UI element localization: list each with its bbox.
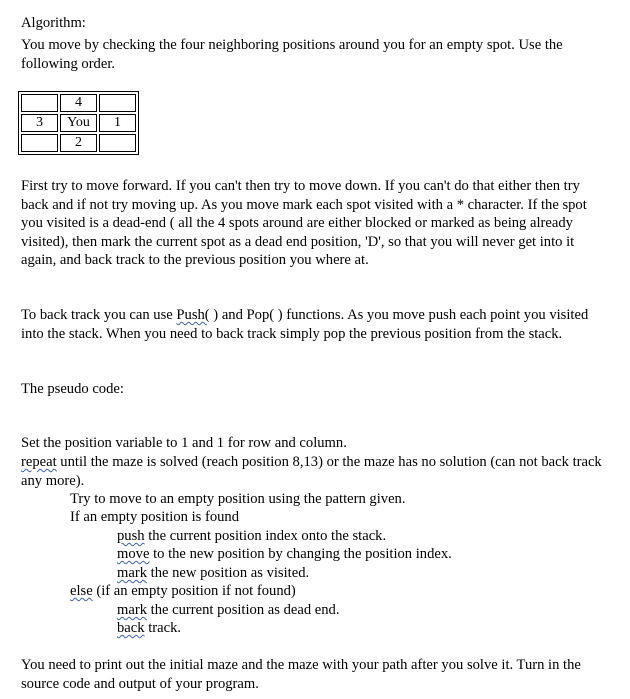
grid-cell-forward: 1 [99,114,136,132]
move-keyword: move [117,546,150,562]
back-keyword: back [117,620,145,636]
final-paragraph: You need to print out the initial maze and the maze with your path after you solve it. Turn in the source code and output of your program. [21,657,581,692]
grid-cell [99,134,136,152]
text: the current position index onto the stack. [144,528,387,544]
grid-cell [99,94,136,112]
text: the current position as dead end. [147,602,340,618]
grid-cell [21,134,58,152]
pseudo-line-repeat [21,453,611,490]
mark-keyword: mark [117,602,147,618]
pseudo-line-set: Set the position variable to 1 and 1 for row and column. [21,435,347,451]
pseudo-line-mark [117,564,630,583]
grid-cell-you: You [60,114,97,132]
mark-keyword: mark [117,565,147,581]
pseudo-line-else [70,582,630,601]
repeat-keyword: repeat [21,454,57,470]
grid-row-bottom [21,134,136,152]
push-term: Push( [176,307,210,323]
direction-grid [18,91,139,155]
grid-cell-down: 2 [60,134,97,152]
text: track. [144,620,182,636]
pseudo-line-if: If an empty position is found [70,509,240,525]
pseudo-line-try: Try to move to an empty position using the pattern given. [70,491,406,507]
backtrack-paragraph [21,306,611,343]
pseudo-line-move [117,545,630,564]
grid-row-top [21,94,136,112]
text: until the maze is solved (reach position 8,13) or the maze has no solution (can not back track any more). [21,454,602,489]
pseudo-line-push [117,527,630,546]
text: To back track you can use [21,307,177,323]
push-keyword: push [117,528,145,544]
pseudo-line-mark-dead [117,601,630,620]
grid-cell-back: 3 [21,114,58,132]
pseudo-label: The pseudo code: [21,381,124,397]
pseudo-line-back [117,619,630,638]
intro-paragraph: You move by checking the four neighboring positions around you for an empty spot. Use the following order. [21,37,563,72]
grid-cell [21,94,58,112]
text: (if an empty position if not found) [92,583,296,599]
heading: Algorithm: [21,15,86,31]
grid-cell-up: 4 [60,94,97,112]
text: the new position as visited. [147,565,310,581]
text: to the new position by changing the position index. [149,546,452,562]
movement-paragraph: First try to move forward. If you can't then try to move down. If you can't do that either then try back and if not try moving up. As you move mark each spot visited with a * character. If the spot you visited is a dead-end ( all the 4 spots around are either blocked or marked as being already visited), then mark the current spot as a dead end position, 'D', so that you will never get into it again, and back track to the previous position you where at. [21,178,587,269]
grid-row-middle [21,114,136,132]
else-keyword: else [70,583,93,599]
text: ) and Pop( ) functions. As you move push each point you visited into the stack. When you need to back track simply pop the previous position from the stack. [21,307,589,342]
